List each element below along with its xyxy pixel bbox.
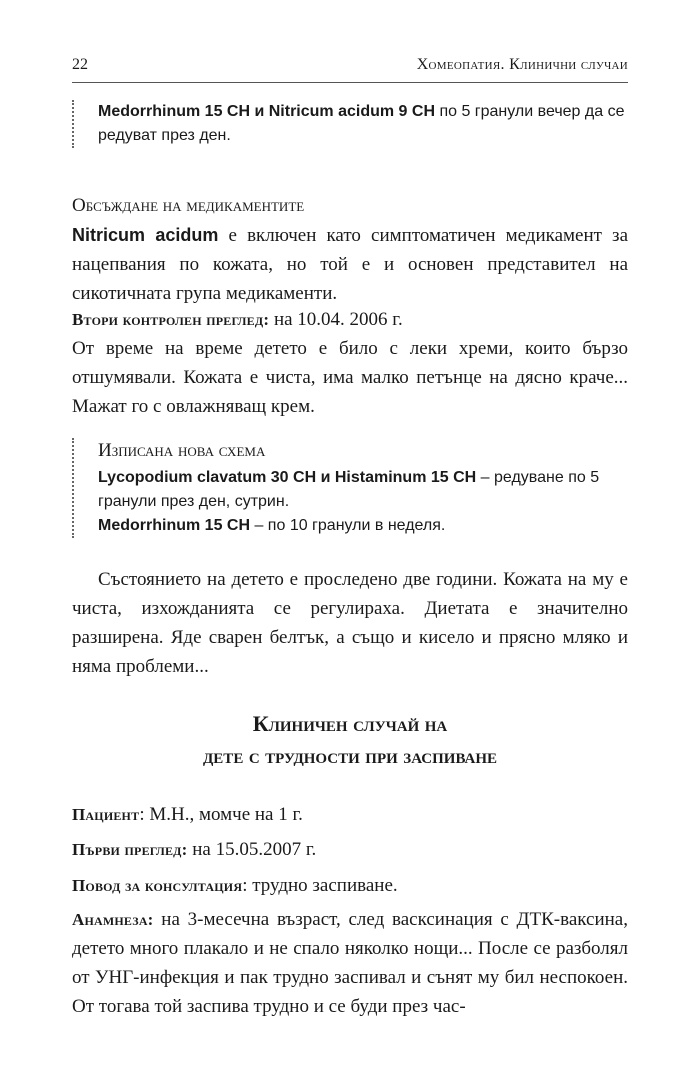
anamnesis-label: Анамнеза: xyxy=(72,910,154,929)
first-exam-line xyxy=(72,835,628,864)
second-exam-date: на 10.04. 2006 г. xyxy=(269,309,403,330)
new-scheme-line-1-bold: Lycopodium clavatum 30 CH и Histaminum 15 CH xyxy=(98,469,477,486)
case-heading-line-2: дете с трудности при заспиване xyxy=(202,743,498,768)
second-exam-label: Втори контролен преглед: xyxy=(72,310,270,329)
new-scheme-title: Изписана нова схема xyxy=(98,440,266,461)
reason-line xyxy=(72,871,628,900)
page-number: 22 xyxy=(72,56,88,73)
patient-text: : М.Н., момче на 1 г. xyxy=(139,804,303,825)
discussion-bold: Nitricum acidum xyxy=(72,225,219,245)
new-scheme-line-1 xyxy=(98,466,630,514)
new-scheme-line-2 xyxy=(98,514,630,538)
new-scheme-line-2-bold: Medorrhinum 15 CH xyxy=(98,517,251,534)
case-heading-line-1: Клиничен случай на xyxy=(252,711,448,736)
book-title: Хомеопатия. Клинични случаи xyxy=(416,56,628,73)
header-rule xyxy=(72,82,628,83)
reason-text: : трудно заспиване. xyxy=(242,875,398,896)
first-exam-label: Първи преглед: xyxy=(72,840,188,859)
second-exam-text: От време на време детето е било с леки хреми, които бързо отшумявали. Кожата е чиста, има малко петънце на дясно краче... Мажат го с овлажняващ крем. xyxy=(72,338,628,417)
new-scheme-line-1-text: – редуване по 5 гранули през ден, сутрин. xyxy=(98,469,600,510)
reason-label: Повод за консултация xyxy=(72,876,243,895)
discussion-section xyxy=(72,193,628,308)
patient-line xyxy=(72,800,628,829)
prescription-text: по 5 гранули вечер да се редуват през ден. xyxy=(98,103,625,144)
condition-paragraph xyxy=(72,565,628,681)
discussion-title: Обсъждане на медикаментите xyxy=(72,195,305,216)
prescription-box-2 xyxy=(72,438,630,538)
patient-label: Пациент xyxy=(72,805,140,824)
second-exam-section xyxy=(72,305,628,421)
new-scheme-line-2-text: – по 10 гранули в неделя. xyxy=(250,517,446,534)
anamnesis-text: на 3-месечна възраст, след васксинация с ДТК-ваксина, детето много плакало и не спало няколко нощи... После се разболял от УНГ-инфекция и пак трудно заспивал и сънят му бил неспокоен. От тогава той заспива трудно и се буди през час- xyxy=(72,909,628,1017)
first-exam-text: на 15.05.2007 г. xyxy=(187,839,317,860)
running-header xyxy=(72,56,628,80)
prescription-bold: Medorrhinum 15 CH и Nitricum acidum 9 CH xyxy=(98,103,435,120)
prescription-box-1 xyxy=(72,100,630,148)
discussion-text: е включен като симптоматичен медикамент за нацепвания по кожата, но той е и основен представител на сикотичната група медикаменти. xyxy=(72,225,629,304)
anamnesis-paragraph xyxy=(72,905,628,1021)
condition-text: Състоянието на детето е проследено две години. Кожата на му е чиста, изхожданията се регулираха. Диетата е значително разширена. Яде сварен белтък, а също и кисело и прясно мляко и няма проблеми... xyxy=(72,569,628,677)
case-heading xyxy=(72,708,628,772)
discussion-paragraph xyxy=(72,221,628,308)
